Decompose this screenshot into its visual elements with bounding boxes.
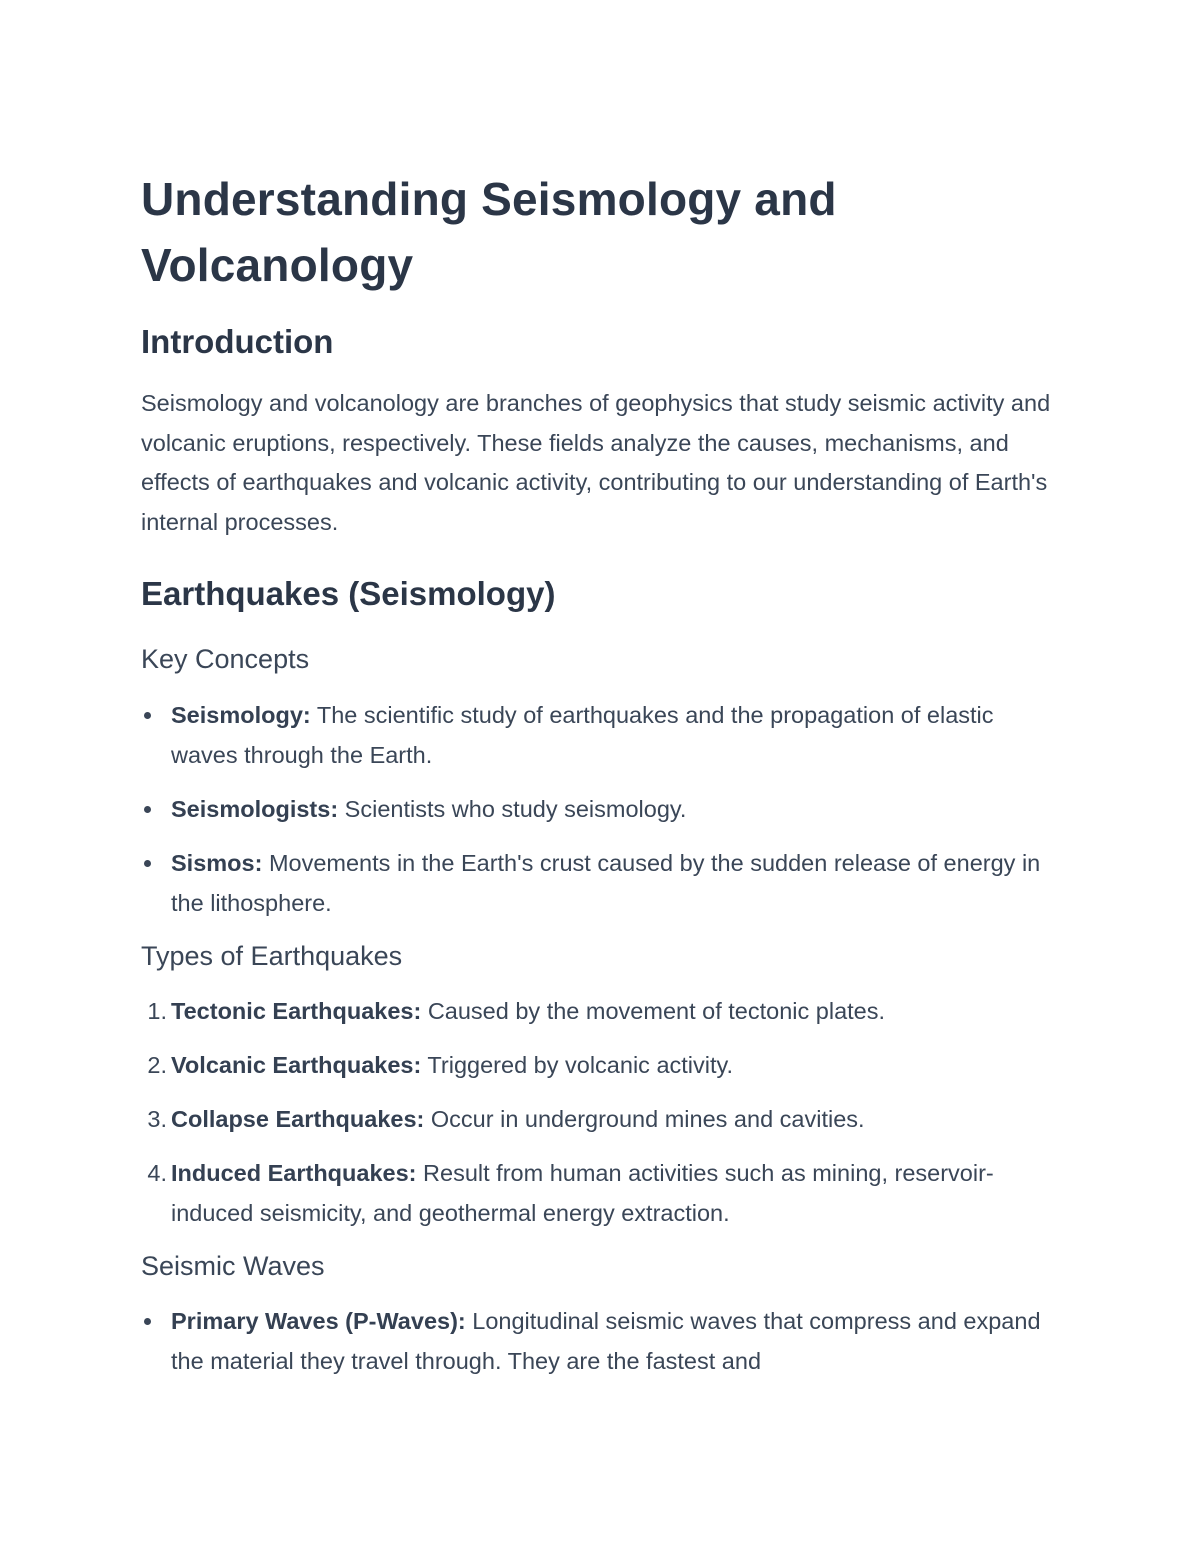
term: Primary Waves (P-Waves): bbox=[171, 1308, 466, 1334]
list-item bbox=[141, 695, 1061, 775]
bullet-icon bbox=[144, 1318, 151, 1325]
list-number: 1. bbox=[147, 998, 167, 1024]
bullet-icon bbox=[144, 806, 151, 813]
key-concepts-list bbox=[141, 695, 1061, 923]
list-item bbox=[141, 1153, 1061, 1233]
term: Volcanic Earthquakes: bbox=[171, 1052, 422, 1078]
term: Tectonic Earthquakes: bbox=[171, 998, 422, 1024]
list-item bbox=[141, 991, 1061, 1031]
bullet-icon bbox=[144, 712, 151, 719]
introduction-paragraph: Seismology and volcanology are branches of geophysics that study seismic activity and volcanic eruptions, respectively. These fields analyze the causes, mechanisms, and effects of earthquakes and volcanic activity, contributing to our understanding of Earth's internal processes. bbox=[141, 390, 1051, 535]
list-item bbox=[141, 1045, 1061, 1085]
term: Collapse Earthquakes: bbox=[171, 1106, 425, 1132]
types-list bbox=[141, 991, 1061, 1233]
term: Sismos: bbox=[171, 850, 263, 876]
list-item bbox=[141, 789, 1061, 829]
earthquakes-heading: Earthquakes (Seismology) bbox=[141, 575, 556, 612]
bullet-icon bbox=[144, 860, 151, 867]
definition: Caused by the movement of tectonic plates. bbox=[421, 998, 886, 1024]
definition: Scientists who study seismology. bbox=[338, 796, 687, 822]
document-title: Understanding Seismology and Volcanology bbox=[141, 173, 837, 291]
list-item bbox=[141, 1099, 1061, 1139]
list-item bbox=[141, 1301, 1061, 1381]
list-item bbox=[141, 843, 1061, 923]
list-number: 2. bbox=[147, 1052, 167, 1078]
document-content bbox=[141, 166, 1061, 1381]
list-number: 4. bbox=[147, 1160, 167, 1186]
definition: Triggered by volcanic activity. bbox=[421, 1052, 734, 1078]
definition: Result from human activities such as mining, reservoir-induced seismicity, and geothermal energy extraction. bbox=[171, 1160, 994, 1226]
term: Seismology: bbox=[171, 702, 311, 728]
introduction-heading: Introduction bbox=[141, 323, 334, 360]
definition: Movements in the Earth's crust caused by the sudden release of energy in the lithosphere. bbox=[171, 850, 1041, 916]
definition: The scientific study of earthquakes and the propagation of elastic waves through the Earth. bbox=[171, 702, 994, 768]
seismic-waves-list bbox=[141, 1301, 1061, 1381]
list-number: 3. bbox=[147, 1106, 167, 1132]
term: Seismologists: bbox=[171, 796, 339, 822]
seismic-waves-heading: Seismic Waves bbox=[141, 1251, 325, 1281]
definition: Longitudinal seismic waves that compress and expand the material they travel through. They are the fastest and bbox=[171, 1308, 1041, 1374]
term: Induced Earthquakes: bbox=[171, 1160, 417, 1186]
definition: Occur in underground mines and cavities. bbox=[424, 1106, 865, 1132]
key-concepts-heading: Key Concepts bbox=[141, 644, 310, 674]
types-heading: Types of Earthquakes bbox=[141, 941, 403, 971]
